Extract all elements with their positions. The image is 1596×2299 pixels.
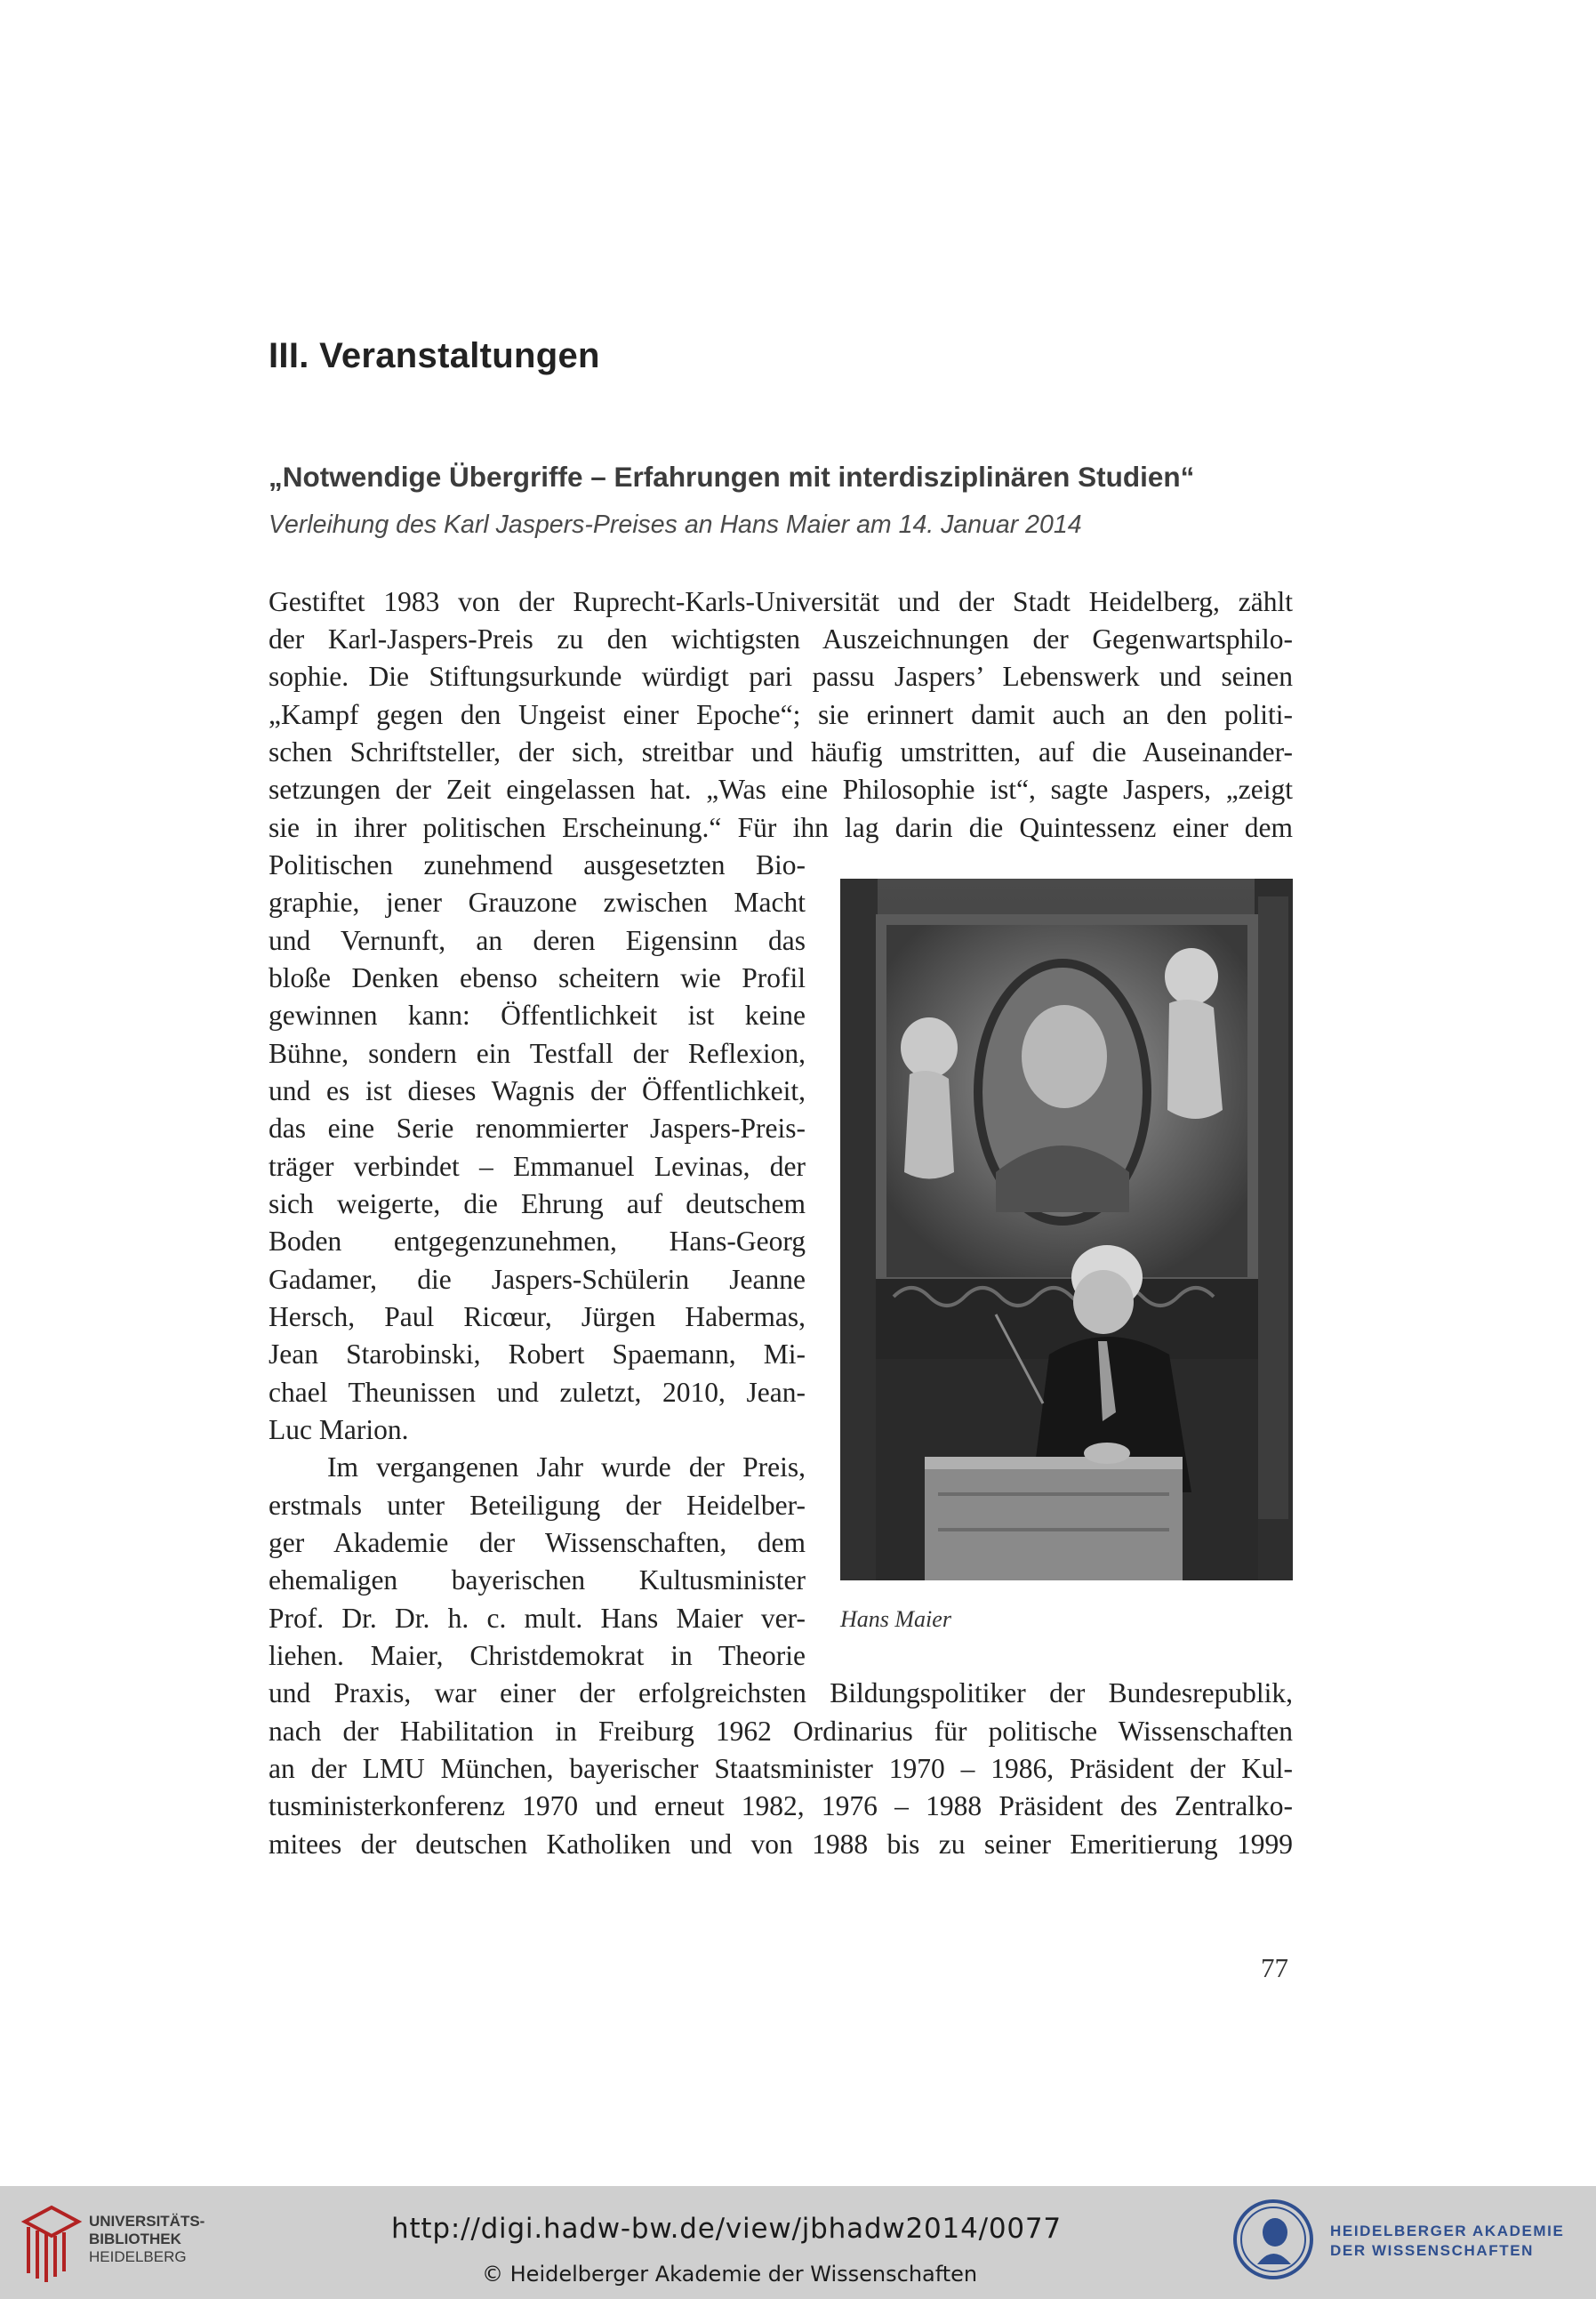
body-line: Hersch, Paul Ricœur, Jürgen Habermas, — [269, 1301, 806, 1332]
body-line: Im vergangenen Jahr wurde der Preis, — [327, 1451, 806, 1483]
body-line: bloße Denken ebenso scheitern wie Profil — [269, 962, 806, 993]
body-line: Politischen zunehmend ausgesetzten Bio- — [269, 849, 806, 880]
academy-label — [1330, 2222, 1564, 2261]
academy-line: DER WISSENSCHAFTEN — [1330, 2242, 1535, 2259]
body-line: sie in ihrer politischen Erscheinung.“ Für ihn lag darin die Quintessenz einer dem — [269, 812, 1293, 843]
university-library-label — [89, 2213, 205, 2266]
library-line: UNIVERSITÄTS- — [89, 2213, 205, 2230]
body-line: graphie, jener Grauzone zwischen Macht — [269, 887, 806, 918]
body-line: Gestiftet 1983 von der Ruprecht-Karls-Universität und der Stadt Heidelberg, zählt — [269, 586, 1293, 617]
body-line: ehemaligen bayerischen Kultusminister — [269, 1564, 806, 1596]
body-line: Boden entgegenzunehmen, Hans-Georg — [269, 1226, 806, 1257]
body-line: und Praxis, war einer der erfolgreichsten Bildungspolitiker der Bundesrepublik, — [269, 1677, 1293, 1708]
body-line: Bühne, sondern ein Testfall der Reflexion, — [269, 1038, 806, 1069]
body-line: setzungen der Zeit eingelassen hat. „Was eine Philosophie ist“, sagte Jaspers, „zeigt — [269, 774, 1293, 805]
body-line: mitees der deutschen Katholiken und von 1988 bis zu seiner Emeritierung 1999 — [269, 1829, 1293, 1860]
body-line: das eine Serie renommierter Jaspers-Preis- — [269, 1113, 806, 1144]
body-line: Prof. Dr. Dr. h. c. mult. Hans Maier ver- — [269, 1603, 806, 1634]
body-line: ger Akademie der Wissenschaften, dem — [269, 1527, 806, 1558]
body-line: schen Schriftsteller, der sich, streitbar und häufig umstritten, auf die Auseinander- — [269, 736, 1293, 768]
university-library-logo-icon[interactable] — [16, 2195, 87, 2284]
body-line: chael Theunissen und zuletzt, 2010, Jean- — [269, 1377, 806, 1408]
body-line: träger verbindet – Emmanuel Levinas, der — [269, 1151, 806, 1182]
body-line: gewinnen kann: Öffentlichkeit ist keine — [269, 1000, 806, 1031]
academy-line: HEIDELBERGER AKADEMIE — [1330, 2223, 1565, 2239]
body-line: liehen. Maier, Christdemokrat in Theorie — [269, 1640, 806, 1671]
body-line: an der LMU München, bayerischer Staatsminister 1970 – 1986, Präsident der Kul- — [269, 1753, 1293, 1784]
body-line: nach der Habilitation in Freiburg 1962 Ordinarius für politische Wissenschaften — [269, 1716, 1293, 1747]
academy-seal-icon[interactable] — [1232, 2199, 1314, 2280]
body-line: Jean Starobinski, Robert Spaemann, Mi- — [269, 1338, 806, 1370]
body-line: sich weigerte, die Ehrung auf deutschem — [269, 1188, 806, 1219]
section-heading: III. Veranstaltungen — [269, 336, 600, 375]
body-line: der Karl-Jaspers-Preis zu den wichtigsten Auszeichnungen der Gegenwartsphilo- — [269, 623, 1293, 655]
body-line: Gadamer, die Jaspers-Schülerin Jeanne — [269, 1264, 806, 1295]
body-line: tusministerkonferenz 1970 und erneut 1982, 1976 – 1988 Präsident des Zentralko- — [269, 1790, 1293, 1821]
body-line: sophie. Die Stiftungsurkunde würdigt pari passu Jaspers’ Lebenswerk und seinen — [269, 661, 1293, 692]
body-line: „Kampf gegen den Ungeist einer Epoche“; sie erinnert damit auch an den politi- — [269, 699, 1293, 730]
page-number: 77 — [1261, 1952, 1288, 1983]
body-line: Luc Marion. — [269, 1414, 409, 1445]
body-line: und es ist dieses Wagnis der Öffentlichkeit, — [269, 1075, 806, 1106]
body-line: erstmals unter Beteiligung der Heidelber- — [269, 1490, 806, 1521]
body-line: und Vernunft, an deren Eigensinn das — [269, 925, 806, 956]
permalink-url[interactable]: http://digi.hadw-bw.de/view/jbhadw2014/0077 — [391, 2213, 1062, 2245]
copyright-notice: © Heidelberger Akademie der Wissenschaften — [482, 2262, 978, 2287]
hans-maier-photo — [840, 879, 1293, 1580]
library-line: HEIDELBERG — [89, 2248, 187, 2265]
article-title: „Notwendige Übergriffe – Erfahrungen mit interdisziplinären Studien“ — [269, 461, 1195, 493]
photo-caption: Hans Maier — [840, 1606, 951, 1632]
article-subtitle: Verleihung des Karl Jaspers-Preises an Hans Maier am 14. Januar 2014 — [269, 510, 1082, 539]
library-line: BIBLIOTHEK — [89, 2231, 181, 2247]
